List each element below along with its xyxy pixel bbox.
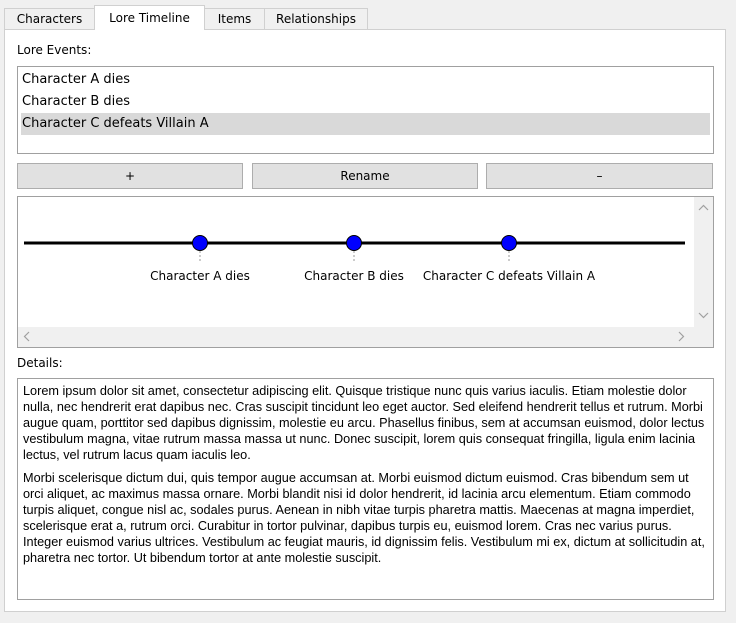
tab-items[interactable]: Items <box>204 8 265 29</box>
lore-events-label: Lore Events: <box>17 43 92 57</box>
tab-relationships[interactable]: Relationships <box>264 8 368 29</box>
list-item[interactable]: Character A dies <box>22 72 130 87</box>
details-textarea[interactable] <box>17 378 714 600</box>
timeline-canvas <box>18 197 713 347</box>
timeline-label: Character C defeats Villain A <box>422 269 596 283</box>
add-event-button[interactable]: + <box>17 163 243 189</box>
rename-event-button[interactable]: Rename <box>252 163 478 189</box>
timeline-view[interactable] <box>17 196 714 348</box>
list-item[interactable]: Character C defeats Villain A <box>21 113 710 135</box>
timeline-marker <box>502 236 517 251</box>
details-label: Details: <box>17 356 63 370</box>
details-paragraph: Morbi scelerisque dictum dui, quis tempor augue accumsan at. Morbi euismod dictum euismod. Cras bibendum sem ut orci aliquet, ac maximus massa ornare. Morbi blandit nisi id dolor hendrerit, id lacinia arcu elementum. Etiam commodo turpis aliquet, congue nisl ac, sodales purus. Aenean in nibh vitae turpis pharetra mattis. Maecenas at magna imperdiet, scelerisque erat a, rutrum orci. Curabitur in tortor pulvinar, dapibus turpis eu, euismod lorem. Cras nec varius purus. Integer euismod varius ultrices. Vestibulum ac feugiat mauris, id dignissim felis. Vestibulum mi ex, dictum at sollicitudin at, pharetra nec tortor. Ut bibendum tortor at ante molestie suscipit. <box>23 471 705 565</box>
lore-timeline-panel <box>4 29 726 612</box>
horizontal-scrollbar[interactable] <box>18 327 694 347</box>
tab-lore-timeline[interactable]: Lore Timeline <box>94 5 205 30</box>
vertical-scrollbar[interactable] <box>694 197 713 347</box>
remove-event-button[interactable]: – <box>486 163 713 189</box>
tab-characters[interactable]: Characters <box>4 8 95 29</box>
timeline-label: Character A dies <box>150 269 250 283</box>
timeline-marker <box>193 236 208 251</box>
timeline-marker <box>347 236 362 251</box>
details-paragraph: Lorem ipsum dolor sit amet, consectetur adipiscing elit. Quisque tristique nunc quis varius iaculis. Etiam molestie dolor nulla, nec hendrerit erat dapibus nec. Cras suscipit tincidunt leo eget auctor. Sed eleifend hendrerit tellus et rutrum. Morbi augue quam, porttitor sed dapibus dignissim, molestie eu arcu. Phasellus finibus, sem at accumsan euismod, dolor lectus vestibulum magna, vitae rutrum massa massa ut nunc. Donec suscipit, lorem quis consequat fringilla, ligula enim lacinia lectus, vel rutrum lacus quam iaculis leo. <box>23 384 705 462</box>
lore-events-list[interactable] <box>17 66 714 154</box>
timeline-label: Character B dies <box>304 269 404 283</box>
list-item[interactable]: Character B dies <box>22 94 130 109</box>
